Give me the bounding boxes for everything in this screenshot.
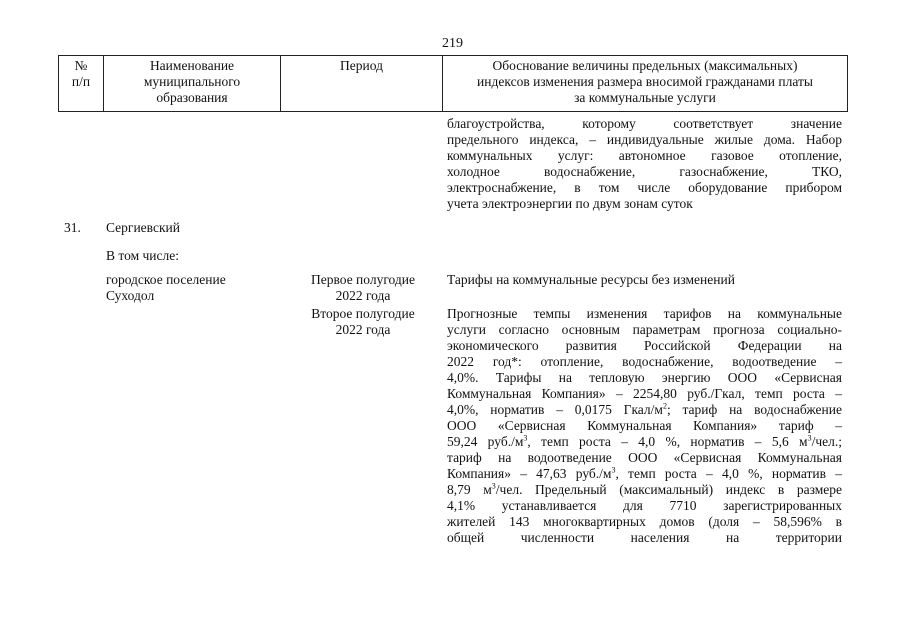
header-justification-line2: индексов изменения размера вносимой гражданами платы [477,74,813,89]
justification-line: 2022 год*: отопление, водоснабжение, водоотведение – [447,354,842,369]
page-number: 219 [442,36,463,51]
justification-line: тариф на водоотведение ООО «Сервисная Коммунальная [447,450,842,465]
header-number-line2: п/п [71,74,91,89]
superscript: 2 [662,401,667,411]
period-first-half [288,272,438,304]
text-fragment: 59,24 руб./м [447,434,524,449]
justification-line: Прогнозные темпы изменения тарифов на коммунальные [447,306,842,321]
justification-line [447,482,842,498]
text-fragment: , темп роста – 4,0 %, норматив – 5,6 м [527,434,808,449]
header-justification-cell [443,56,848,112]
superscript: 3 [491,481,496,491]
period-second-half-line2: 2022 года [335,322,391,337]
text-fragment: ; тариф на водоснабжение [666,402,842,417]
header-period-line1: Период [340,58,383,73]
superscript: 3 [611,465,616,475]
justification-line [447,466,842,482]
header-municipality-cell [104,56,281,112]
justification-line: экономического развития Российской Федерации на [447,338,842,353]
period-second-half-line1: Второе полугодие [311,306,415,321]
period-second-half [288,306,438,338]
settlement-name [106,272,226,304]
justification-line [447,402,842,418]
justification-line: жителей 143 многоквартирных домов (доля – 58,596% в [447,514,842,529]
row-number: 31. [64,220,81,235]
text-fragment: Компания» – 47,63 руб./м [447,466,612,481]
period-first-half-line2: 2022 года [335,288,391,303]
justification-line: 4,1% устанавливается для 7710 зарегистрированных [447,498,842,513]
header-municipality-line3: образования [156,90,228,105]
header-justification-line3: за коммунальные услуги [574,90,716,105]
continuation-line: электроснабжение, в том числе оборудование прибором [447,180,842,195]
justification-forecast [447,306,842,546]
period-first-half-line1: Первое полугодие [311,272,415,287]
justification-line: ООО «Сервисная Коммунальная Компания» тариф – [447,418,842,433]
header-municipality-line1: Наименование [149,58,235,73]
table-header [58,55,848,112]
justification-line: 4,0%. Тарифы на тепловую энергию ООО «Сервисная [447,370,842,385]
header-number-line1: № [74,58,88,73]
header-number-cell [59,56,104,112]
continuation-line: предельного индекса, – индивидуальные жилые дома. Набор [447,132,842,147]
justification-line: общей численности населения на территории [447,530,842,545]
continuation-line: благоустройства, которому соответствует значение [447,116,842,131]
justification-no-change: Тарифы на коммунальные ресурсы без изменений [447,272,735,287]
text-fragment: 4,0%, норматив – 0,0175 Гкал/м [447,402,663,417]
settlement-name-line1: городское поселение [106,272,226,287]
header-period-cell [281,56,443,112]
including-label: В том числе: [106,248,179,263]
continuation-line: коммунальных услуг: автономное газовое отопление, [447,148,842,163]
continuation-line: холодное водоснабжение, газоснабжение, ТКО, [447,164,842,179]
settlement-name-line2: Суходол [106,288,155,303]
continuation-line: учета электроэнергии по двум зонам суток [447,196,693,211]
header-justification-line1: Обоснование величины предельных (максимальных) [492,58,798,73]
text-fragment: , темп роста – 4,0 %, норматив – [615,466,842,481]
superscript: 3 [807,433,812,443]
continuation-text [447,116,842,212]
text-fragment: /чел.; [811,434,842,449]
justification-line [447,434,842,450]
text-fragment: 8,79 м [447,482,492,497]
justification-line: услуги согласно основным параметрам прогноза социально- [447,322,842,337]
justification-line: Коммунальная Компания» – 2254,80 руб./Гкал, темп роста – [447,386,842,401]
municipality-name: Сергиевский [106,220,180,235]
text-fragment: /чел. Предельный (максимальный) индекс в размере [495,482,843,497]
superscript: 3 [523,433,528,443]
header-municipality-line2: муниципального [143,74,241,89]
